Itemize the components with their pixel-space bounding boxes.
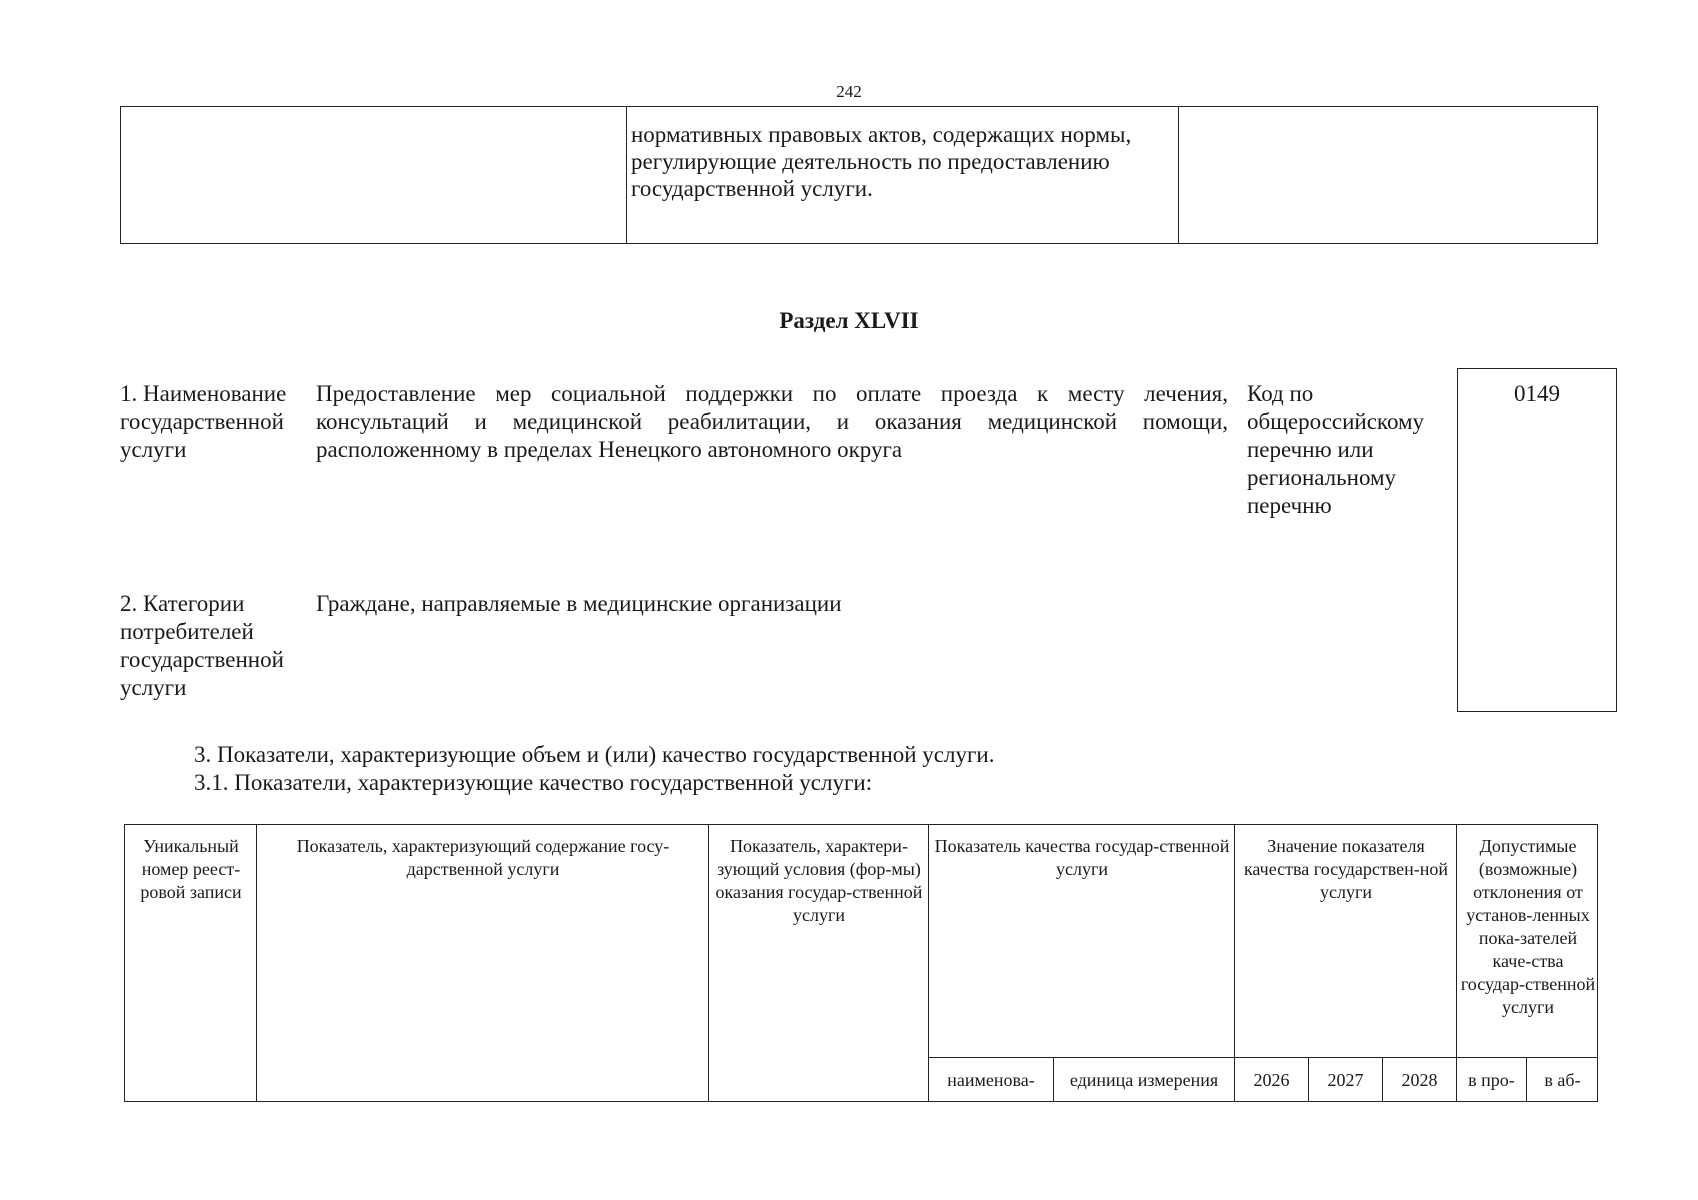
header-quality-value: Значение показателя качества государствен-ной услуги bbox=[1243, 836, 1449, 902]
subheader-percent: в про- bbox=[1468, 1070, 1515, 1090]
continuation-text: нормативных правовых актов, содержащих нормы, регулирующие деятельность по предоставлению государственной услуги. bbox=[631, 122, 1132, 201]
section-title: Раздел XLVII bbox=[779, 308, 919, 333]
table-divider bbox=[1526, 1057, 1527, 1101]
table-divider bbox=[1234, 825, 1235, 1101]
table-divider bbox=[1456, 825, 1457, 1101]
header-quality-indicator: Показатель качества государ-ственной услуги bbox=[934, 836, 1230, 879]
header-deviations: Допустимые (возможные) отклонения от установ-ленных пока-зателей каче-ства государ-ственной услуги bbox=[1460, 836, 1596, 1017]
quality-table bbox=[124, 824, 1598, 1102]
subheader-unit: единица измерения bbox=[1069, 1070, 1219, 1090]
code-value: 0149 bbox=[1514, 381, 1560, 406]
subheader-name: наименова- bbox=[947, 1070, 1035, 1090]
table-divider bbox=[1382, 1057, 1383, 1101]
service-name-label: 1. Наименование государственной услуги bbox=[120, 381, 287, 462]
code-label: Код по общероссийскому перечню или региональному перечню bbox=[1247, 381, 1425, 518]
table-divider bbox=[928, 1057, 1597, 1058]
subheader-year-2027: 2027 bbox=[1327, 1070, 1364, 1090]
code-box bbox=[1457, 368, 1617, 712]
table-divider bbox=[1053, 1057, 1054, 1101]
subheader-year-2028: 2028 bbox=[1401, 1070, 1438, 1090]
table-divider bbox=[1308, 1057, 1309, 1101]
consumers-label: 2. Категории потребителей государственной услуги bbox=[120, 591, 284, 700]
table-divider bbox=[626, 107, 627, 243]
table-divider bbox=[708, 825, 709, 1101]
consumers-value: Граждане, направляемые в медицинские организации bbox=[316, 591, 842, 616]
subheader-year-2026: 2026 bbox=[1253, 1070, 1290, 1090]
header-unique-number: Уникальный номер реест-ровой записи bbox=[140, 836, 242, 902]
quality-indicators-heading: 3.1. Показатели, характеризующие качество государственной услуги: bbox=[194, 770, 873, 795]
header-conditions-indicator: Показатель, характери-зующий условия (фор-мы) оказания государ-ственной услуги bbox=[715, 836, 923, 925]
page-number: 242 bbox=[836, 82, 862, 101]
table-divider bbox=[1178, 107, 1179, 243]
header-content-indicator: Показатель, характеризующий содержание госу-дарственной услуги bbox=[296, 836, 670, 879]
subheader-absolute: в аб- bbox=[1544, 1070, 1581, 1090]
table-divider bbox=[928, 825, 929, 1101]
table-divider bbox=[256, 825, 257, 1101]
continuation-table bbox=[120, 106, 1598, 244]
indicators-heading: 3. Показатели, характеризующие объем и (или) качество государственной услуги. bbox=[194, 742, 995, 767]
service-name-value: Предоставление мер социальной поддержки по оплате проезда к месту лечения, консультаций и медицинской реабилитации, и оказания медицинской помощи, расположенному в пределах Ненецкого автономного округа bbox=[316, 381, 1228, 462]
